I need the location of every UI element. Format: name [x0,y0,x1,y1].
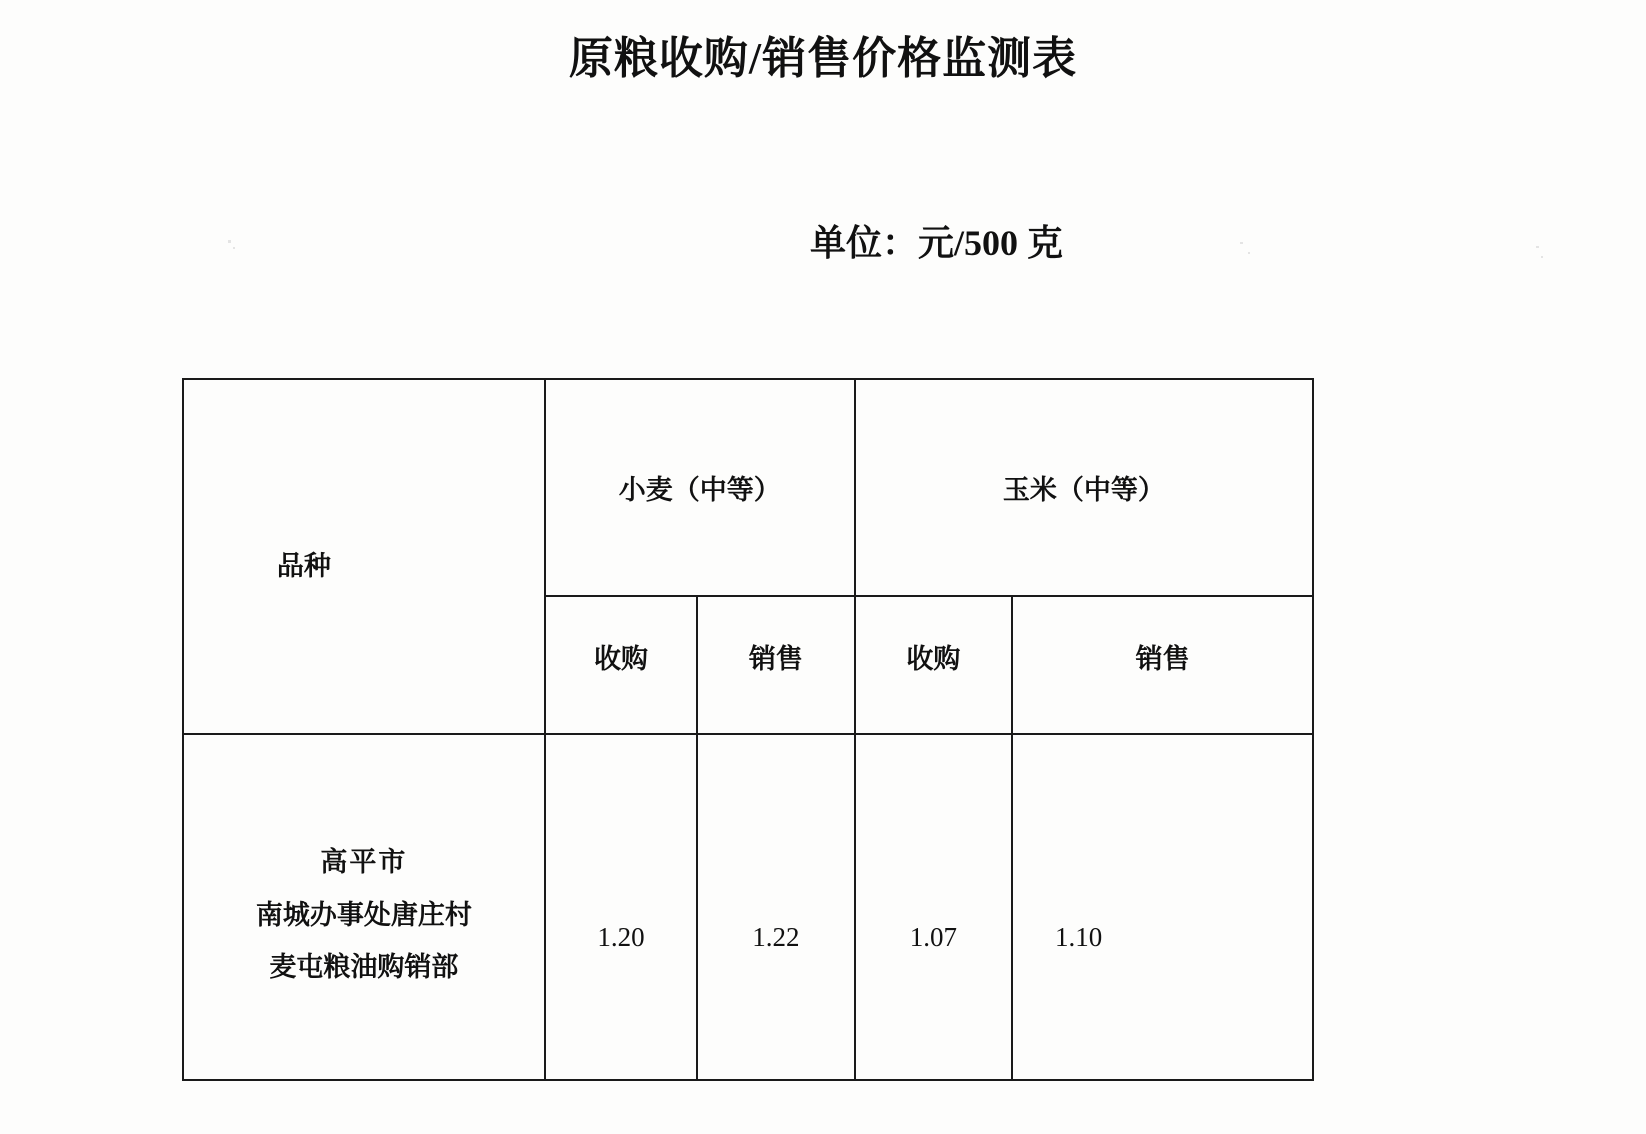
cell-wheat-sale-price [697,734,855,1080]
scan-speck [1536,246,1539,248]
cell-monitor-site [183,734,545,1080]
scan-speck [1240,242,1243,244]
header-label-wheat-sale: 销售 [748,643,803,674]
header-label-variety: 品种 [276,551,331,581]
table-row [183,734,1313,1080]
header-cell-corn-purchase [855,596,1013,734]
page-title: 原粮收购/销售价格监测表 [568,34,1078,83]
header-cell-corn-sale [1012,596,1313,734]
unit-note: 单位：元/500 克 [810,223,1064,263]
scan-speck [1248,252,1250,254]
header-group-corn [855,379,1313,596]
price-table [182,378,1314,1081]
header-label-wheat-purchase: 收购 [593,643,648,674]
price-table-container [182,378,1314,1055]
header-cell-wheat-purchase [545,596,697,734]
value-wheat-purchase: 1.20 [597,921,645,952]
header-label-corn-purchase: 收购 [906,643,961,674]
site-line-3: 麦屯粮油购销部 [269,952,459,983]
cell-wheat-purchase-price [545,734,697,1080]
site-line-2: 南城办事处唐庄村 [255,899,472,930]
scan-speck [1541,256,1543,258]
table-header-row-variety [183,379,1313,596]
cell-corn-sale-price [1012,734,1313,1080]
header-cell-variety-and-point [183,379,545,734]
header-label-wheat: 小麦（中等） [618,475,781,505]
header-cell-wheat-sale [697,596,855,734]
scan-speck [233,247,235,249]
monitor-site-name [184,820,544,994]
cell-corn-purchase-price [855,734,1013,1080]
scan-speck [228,240,231,243]
header-group-wheat [545,379,855,596]
header-label-corn: 玉米（中等） [1002,475,1165,505]
site-line-1: 高平市 [320,847,408,878]
value-corn-sale: 1.10 [1054,921,1103,952]
value-corn-purchase: 1.07 [909,921,958,952]
header-label-corn-sale: 销售 [1135,643,1190,674]
value-wheat-sale: 1.22 [752,921,800,952]
